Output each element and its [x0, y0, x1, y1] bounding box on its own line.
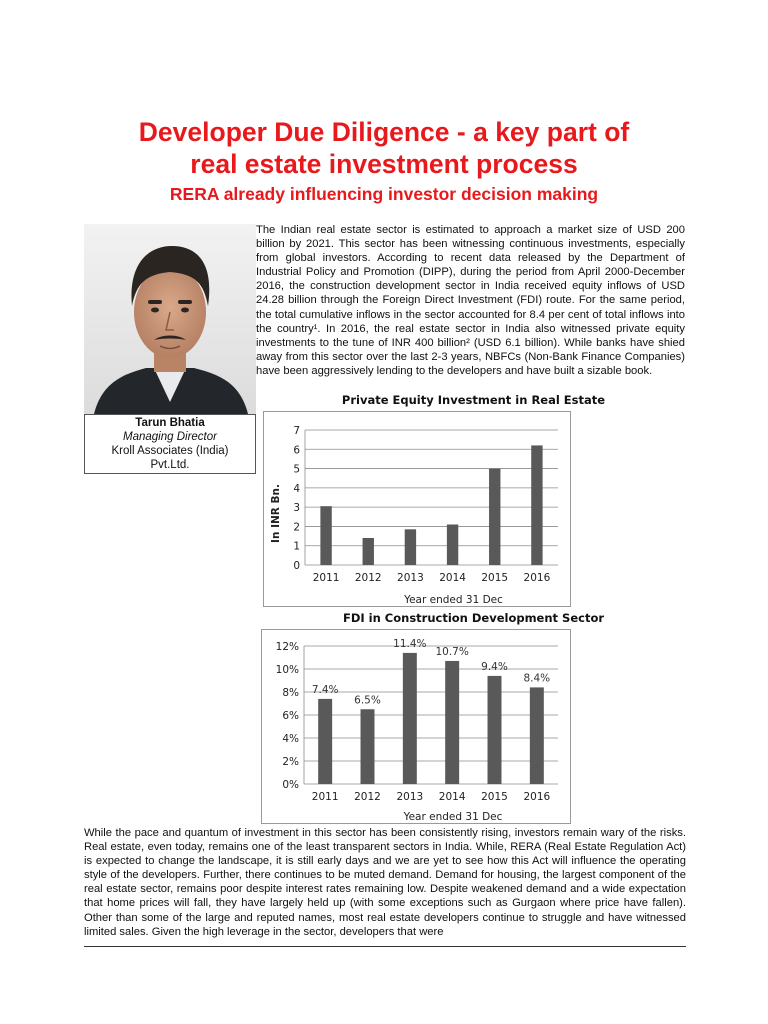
author-org-line-1: Kroll Associates (India): [111, 445, 229, 457]
bar: [403, 653, 417, 784]
data-label: 10.7%: [435, 645, 469, 658]
bar: [318, 699, 332, 784]
y-tick-label: 4%: [282, 733, 299, 745]
y-tick-label: 2%: [282, 756, 299, 768]
data-label: 6.5%: [354, 694, 381, 707]
x-tick-label: 2016: [523, 572, 551, 584]
y-axis-label: In INR Bn.: [270, 484, 282, 543]
bar: [531, 445, 542, 565]
x-tick-label: 2011: [312, 572, 340, 584]
x-tick-label: 2015: [481, 791, 508, 803]
data-label: 9.4%: [481, 660, 508, 673]
author-name: Tarun Bhatia: [135, 417, 205, 429]
bar: [530, 687, 544, 784]
title-line-1: Developer Due Diligence - a key part of: [138, 117, 630, 147]
bar: [361, 709, 375, 784]
y-tick-label: 6%: [282, 710, 299, 722]
y-tick-label: 0%: [282, 779, 299, 791]
data-label: 11.4%: [393, 637, 427, 650]
x-tick-label: 2013: [396, 791, 424, 803]
y-tick-label: 7: [293, 425, 300, 437]
data-label: 7.4%: [311, 683, 339, 696]
chart2-fdi-construction: [261, 629, 571, 824]
author-caption: [84, 414, 256, 474]
bar: [489, 469, 500, 565]
bar: [363, 538, 374, 565]
x-tick-label: 2015: [481, 572, 509, 584]
author-role: Managing Director: [123, 431, 217, 443]
x-tick-label: 2011: [311, 791, 339, 803]
x-axis-label: Year ended 31 Dec: [404, 594, 503, 606]
body-paragraph: While the pace and quantum of investment in this sector has been consistently rising, investors remain wary of the risks. Real estate, even today, remains one of the least transparent sectors in India. While, RERA (Real Estate Regulation Act) is expected to change the landscape, it is still early days and we are yet to see how this Act will influence the operating style of the developers. Further, there continues to be muted demand. Demand for housing, the largest component of the real estate sector, remains poor despite interest rates remaining low. Despite weakened demand and a wide expectation that home prices will fall, they have largely held up (with some exceptions such as Gurgaon where price have fallen). Other than some of the large and reputed names, most real estate developers continue to struggle and have witnessed limited sales. Given the high leverage in the sector, developers that were: [84, 827, 686, 938]
bar: [405, 529, 416, 565]
chart1-pe-investment: [263, 411, 571, 607]
article-title: [0, 116, 768, 180]
author-photo: [84, 224, 256, 414]
y-tick-label: 8%: [282, 687, 299, 699]
y-tick-label: 0: [293, 560, 300, 572]
y-tick-label: 2: [293, 521, 300, 534]
x-tick-label: 2013: [397, 572, 424, 584]
bar: [445, 661, 459, 784]
article-subtitle: RERA already influencing investor decision making: [169, 184, 599, 204]
y-tick-label: 10%: [275, 664, 299, 676]
y-tick-label: 5: [293, 463, 300, 476]
bar: [320, 506, 331, 565]
x-axis-label: Year ended 31 Dec: [403, 811, 503, 823]
x-tick-label: 2014: [439, 572, 466, 584]
y-tick-label: 6: [293, 444, 300, 457]
y-tick-label: 12%: [275, 641, 299, 653]
bar: [447, 525, 458, 566]
title-line-2: real estate investment process: [190, 149, 578, 179]
chart2-title: FDI in Construction Development Sector: [342, 611, 605, 625]
intro-paragraph: The Indian real estate sector is estimated to approach a market size of USD 200 billion by 2021. This sector has been witnessing continuous investments, especially from global investors. According to recent data released by the Department of Industrial Policy and Promotion (DIPP), during the period from April 2000-December 2016, the construction development sector in India received equity inflows of USD 24.28 billion through the Foreign Direct Investment (FDI) route. For the same period, the total cumulative inflows in the sector accounted for 8.4 per cent of total inflows into the country¹. In 2016, the real estate sector in India also witnessed private equity investments to the tune of INR 400 billion² (USD 6.1 billion). While banks have shied away from this sector over the last 2-3 years, NBFCs (Non-Bank Finance Companies) have been aggressively lending to the developers and have built a sizable book.: [256, 224, 685, 377]
y-tick-label: 1: [293, 540, 300, 553]
x-tick-label: 2016: [523, 791, 551, 803]
x-tick-label: 2014: [438, 791, 466, 803]
x-tick-label: 2012: [354, 572, 382, 584]
data-label: 8.4%: [523, 672, 551, 685]
y-tick-label: 3: [293, 502, 300, 515]
x-tick-label: 2012: [354, 791, 381, 803]
bar: [488, 676, 502, 784]
y-tick-label: 4: [293, 482, 300, 495]
chart1-title: Private Equity Investment in Real Estate: [341, 393, 606, 407]
footer-rule: [84, 946, 686, 947]
author-org-line-2: Pvt.Ltd.: [150, 459, 190, 471]
